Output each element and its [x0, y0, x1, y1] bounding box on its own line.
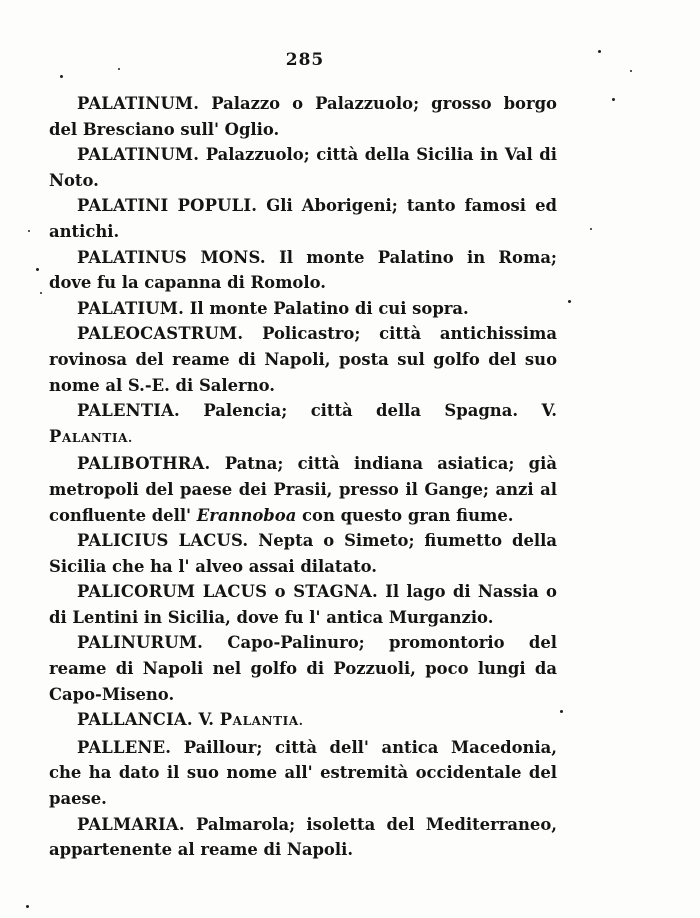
- dictionary-entry: [49, 245, 557, 296]
- entry-definition-continued: con questo gran fiume.: [302, 505, 514, 525]
- dictionary-entry: [49, 398, 557, 451]
- dictionary-entry: [49, 735, 557, 812]
- entry-headword: PALICIUS LACUS.: [77, 531, 249, 551]
- ink-speck: [28, 230, 30, 232]
- entry-definition: Palazzuolo; città della Sicilia in Val di Noto.: [49, 145, 557, 190]
- entry-definition: Capo-Palinuro; promontorio del reame di Napoli nel golfo di Pozzuoli, poco lungi da Capo-Miseno.: [49, 633, 557, 704]
- ink-speck: [612, 98, 615, 101]
- dictionary-entry: [49, 142, 557, 193]
- entry-definition: Gli Aborigeni; tanto famosi ed antichi.: [49, 196, 557, 241]
- entry-definition: Nepta o Simeto; fiumetto della Sicilia che ha l' alveo assai dilatato.: [49, 531, 557, 576]
- entry-definition: Patna; città indiana asiatica; già metropoli del paese dei Prasii, presso il Gange; anzi al confluente dell': [49, 454, 557, 525]
- entry-definition: Palazzo o Palazzuolo; grosso borgo del Bresciano sull' Oglio.: [49, 94, 557, 139]
- ink-speck: [598, 50, 601, 53]
- entry-headword: PALIBOTHRA.: [77, 454, 211, 474]
- page-number: 285: [285, 50, 325, 70]
- entry-headword: PALMARIA.: [77, 814, 185, 834]
- entry-headword: PALATINUM.: [77, 94, 200, 113]
- ink-speck: [40, 292, 42, 294]
- ink-speck: [60, 75, 63, 78]
- entry-definition: Il lago di Nassia o di Lentini in Sicilia, dove fu l' antica Murganzio.: [49, 582, 557, 627]
- entry-headword: PALICORUM LACUS o STAGNA.: [77, 582, 378, 602]
- entry-headword: PALENTIA.: [77, 401, 180, 421]
- dictionary-entry: [49, 91, 557, 142]
- dictionary-entry: [49, 193, 557, 244]
- dictionary-entry: [49, 630, 557, 707]
- entry-headword: PALEOCASTRUM.: [77, 324, 244, 344]
- entry-definition: Palmarola; isoletta del Mediterraneo, appartenente al reame di Napoli.: [49, 814, 557, 860]
- entry-definition: Policastro; città antichissima rovinosa del reame di Napoli, posta sul golfo del suo nome al S.-E. di Salerno.: [49, 324, 557, 395]
- dictionary-entry: [49, 321, 557, 398]
- entry-cross-reference: PALANTIA.: [219, 710, 304, 730]
- ink-speck: [560, 710, 563, 713]
- entry-cross-reference: PALANTIA.: [49, 426, 133, 446]
- ink-speck: [26, 905, 29, 908]
- entry-italic-term: Erannoboa: [196, 505, 297, 525]
- ink-speck: [118, 68, 120, 70]
- dictionary-entry: [49, 451, 557, 528]
- entry-definition: V.: [198, 710, 215, 730]
- entry-definition: Palencia; città della Spagna. V.: [203, 401, 557, 421]
- entry-headword: PALATINUS MONS.: [77, 247, 266, 267]
- entry-headword: PALLANCIA.: [77, 710, 193, 730]
- dictionary-entry: [49, 707, 557, 735]
- dictionary-entries: [49, 91, 557, 863]
- entry-headword: PALINURUM.: [77, 633, 204, 653]
- dictionary-entry: [49, 528, 557, 579]
- entry-definition: Il monte Palatino di cui sopra.: [189, 298, 469, 318]
- dictionary-entry: [49, 296, 557, 322]
- entry-headword: PALATINI POPULI.: [77, 196, 258, 216]
- dictionary-entry: [49, 812, 557, 863]
- ink-speck: [590, 228, 592, 230]
- ink-speck: [568, 300, 571, 303]
- entry-headword: PALATINUM.: [77, 145, 200, 165]
- ink-speck: [36, 268, 39, 271]
- entry-headword: PALATIUM.: [77, 298, 185, 318]
- entry-headword: PALLENE.: [77, 737, 172, 757]
- ink-speck: [630, 70, 632, 72]
- dictionary-entry: [49, 579, 557, 630]
- entry-definition: Il monte Palatino in Roma; dove fu la capanna di Romolo.: [49, 247, 557, 293]
- entry-definition: Paillour; città dell' antica Macedonia, che ha dato il suo nome all' estremità occidentale del paese.: [49, 737, 557, 809]
